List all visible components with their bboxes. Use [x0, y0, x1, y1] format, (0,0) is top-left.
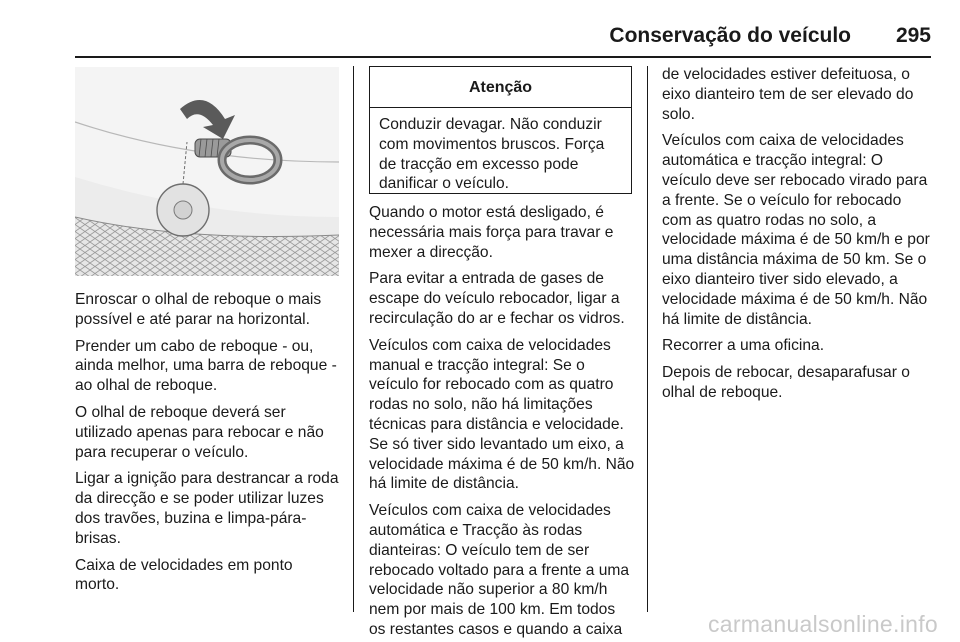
header-rule	[75, 56, 931, 58]
page-number: 295	[895, 24, 931, 47]
paragraph: Depois de rebocar, desaparafusar o olhal de reboque.	[662, 364, 910, 401]
page-header	[75, 24, 931, 58]
column-divider	[353, 66, 354, 612]
warning-text: Conduzir devagar. Não conduzir com movimentos bruscos. Força de tracção em excesso pode danificar o veículo.	[379, 116, 605, 193]
section-title: Conservação do veículo	[609, 24, 851, 47]
paragraph: Para evitar a entrada de gases de escape do veículo rebocador, ligar a recirculação do ar e fechar os vidros.	[369, 270, 625, 327]
paragraph: O olhal de reboque deverá ser utilizado apenas para rebocar e não para recuperar o veículo.	[75, 403, 324, 461]
paragraph: Veículos com caixa de velocidades manual e tracção integral: Se o veículo for rebocado com as quatro rodas no solo, não há limitações técnicas para distância e velocidade. Se só tiver sido levantado um eixo, a velocidade máxima é de 50 km/h. Não há limite de distância.	[369, 336, 635, 493]
paragraph: Quando o motor está desligado, é necessária mais força para travar e mexer a direcção.	[369, 204, 614, 261]
paragraph: Veículos com caixa de velocidades automática e tracção integral: O veículo deve ser rebocado virado para a frente. Se o veículo for rebocado com as quatro rodas no solo, a velocidade máxima é de 50 km/h e por uma distância máxima de 50 km. Se o eixo dianteiro tiver sido elevado, a velocidade máxima é de 50 km/h. Não há limite de distância.	[662, 132, 930, 328]
tow-eye-illustration	[75, 67, 339, 276]
column-2	[369, 203, 635, 642]
watermark: carmanualsonline.info	[707, 611, 938, 637]
warning-title: Atenção	[370, 67, 631, 108]
column-divider	[647, 66, 648, 612]
column-3	[662, 65, 932, 410]
paragraph: Veículos com caixa de velocidades automática e Tracção às rodas dianteiras: O veículo tem de ser rebocado voltado para a frente a uma velocidade não superior a 80 km/h nem por mais de 100 km. Em todos os restantes casos e quando a caixa	[369, 502, 630, 638]
column-1	[75, 290, 340, 602]
paragraph: Ligar a ignição para destrancar a roda da direcção e se poder utilizar luzes dos travões, buzina e limpa-pára-brisas.	[75, 470, 339, 547]
tow-eye-screw-in-illustration-icon	[75, 67, 339, 276]
paragraph: de velocidades estiver defeituosa, o eixo dianteiro tem de ser elevado do solo.	[662, 66, 914, 123]
paragraph: Caixa de velocidades em ponto morto.	[75, 556, 293, 594]
paragraph: Prender um cabo de reboque - ou, ainda melhor, uma barra de reboque - ao olhal de reboque.	[75, 337, 337, 395]
paragraph: Recorrer a uma oficina.	[662, 337, 825, 355]
paragraph: Enroscar o olhal de reboque o mais possível e até parar na horizontal.	[75, 291, 322, 328]
warning-box	[369, 66, 632, 194]
